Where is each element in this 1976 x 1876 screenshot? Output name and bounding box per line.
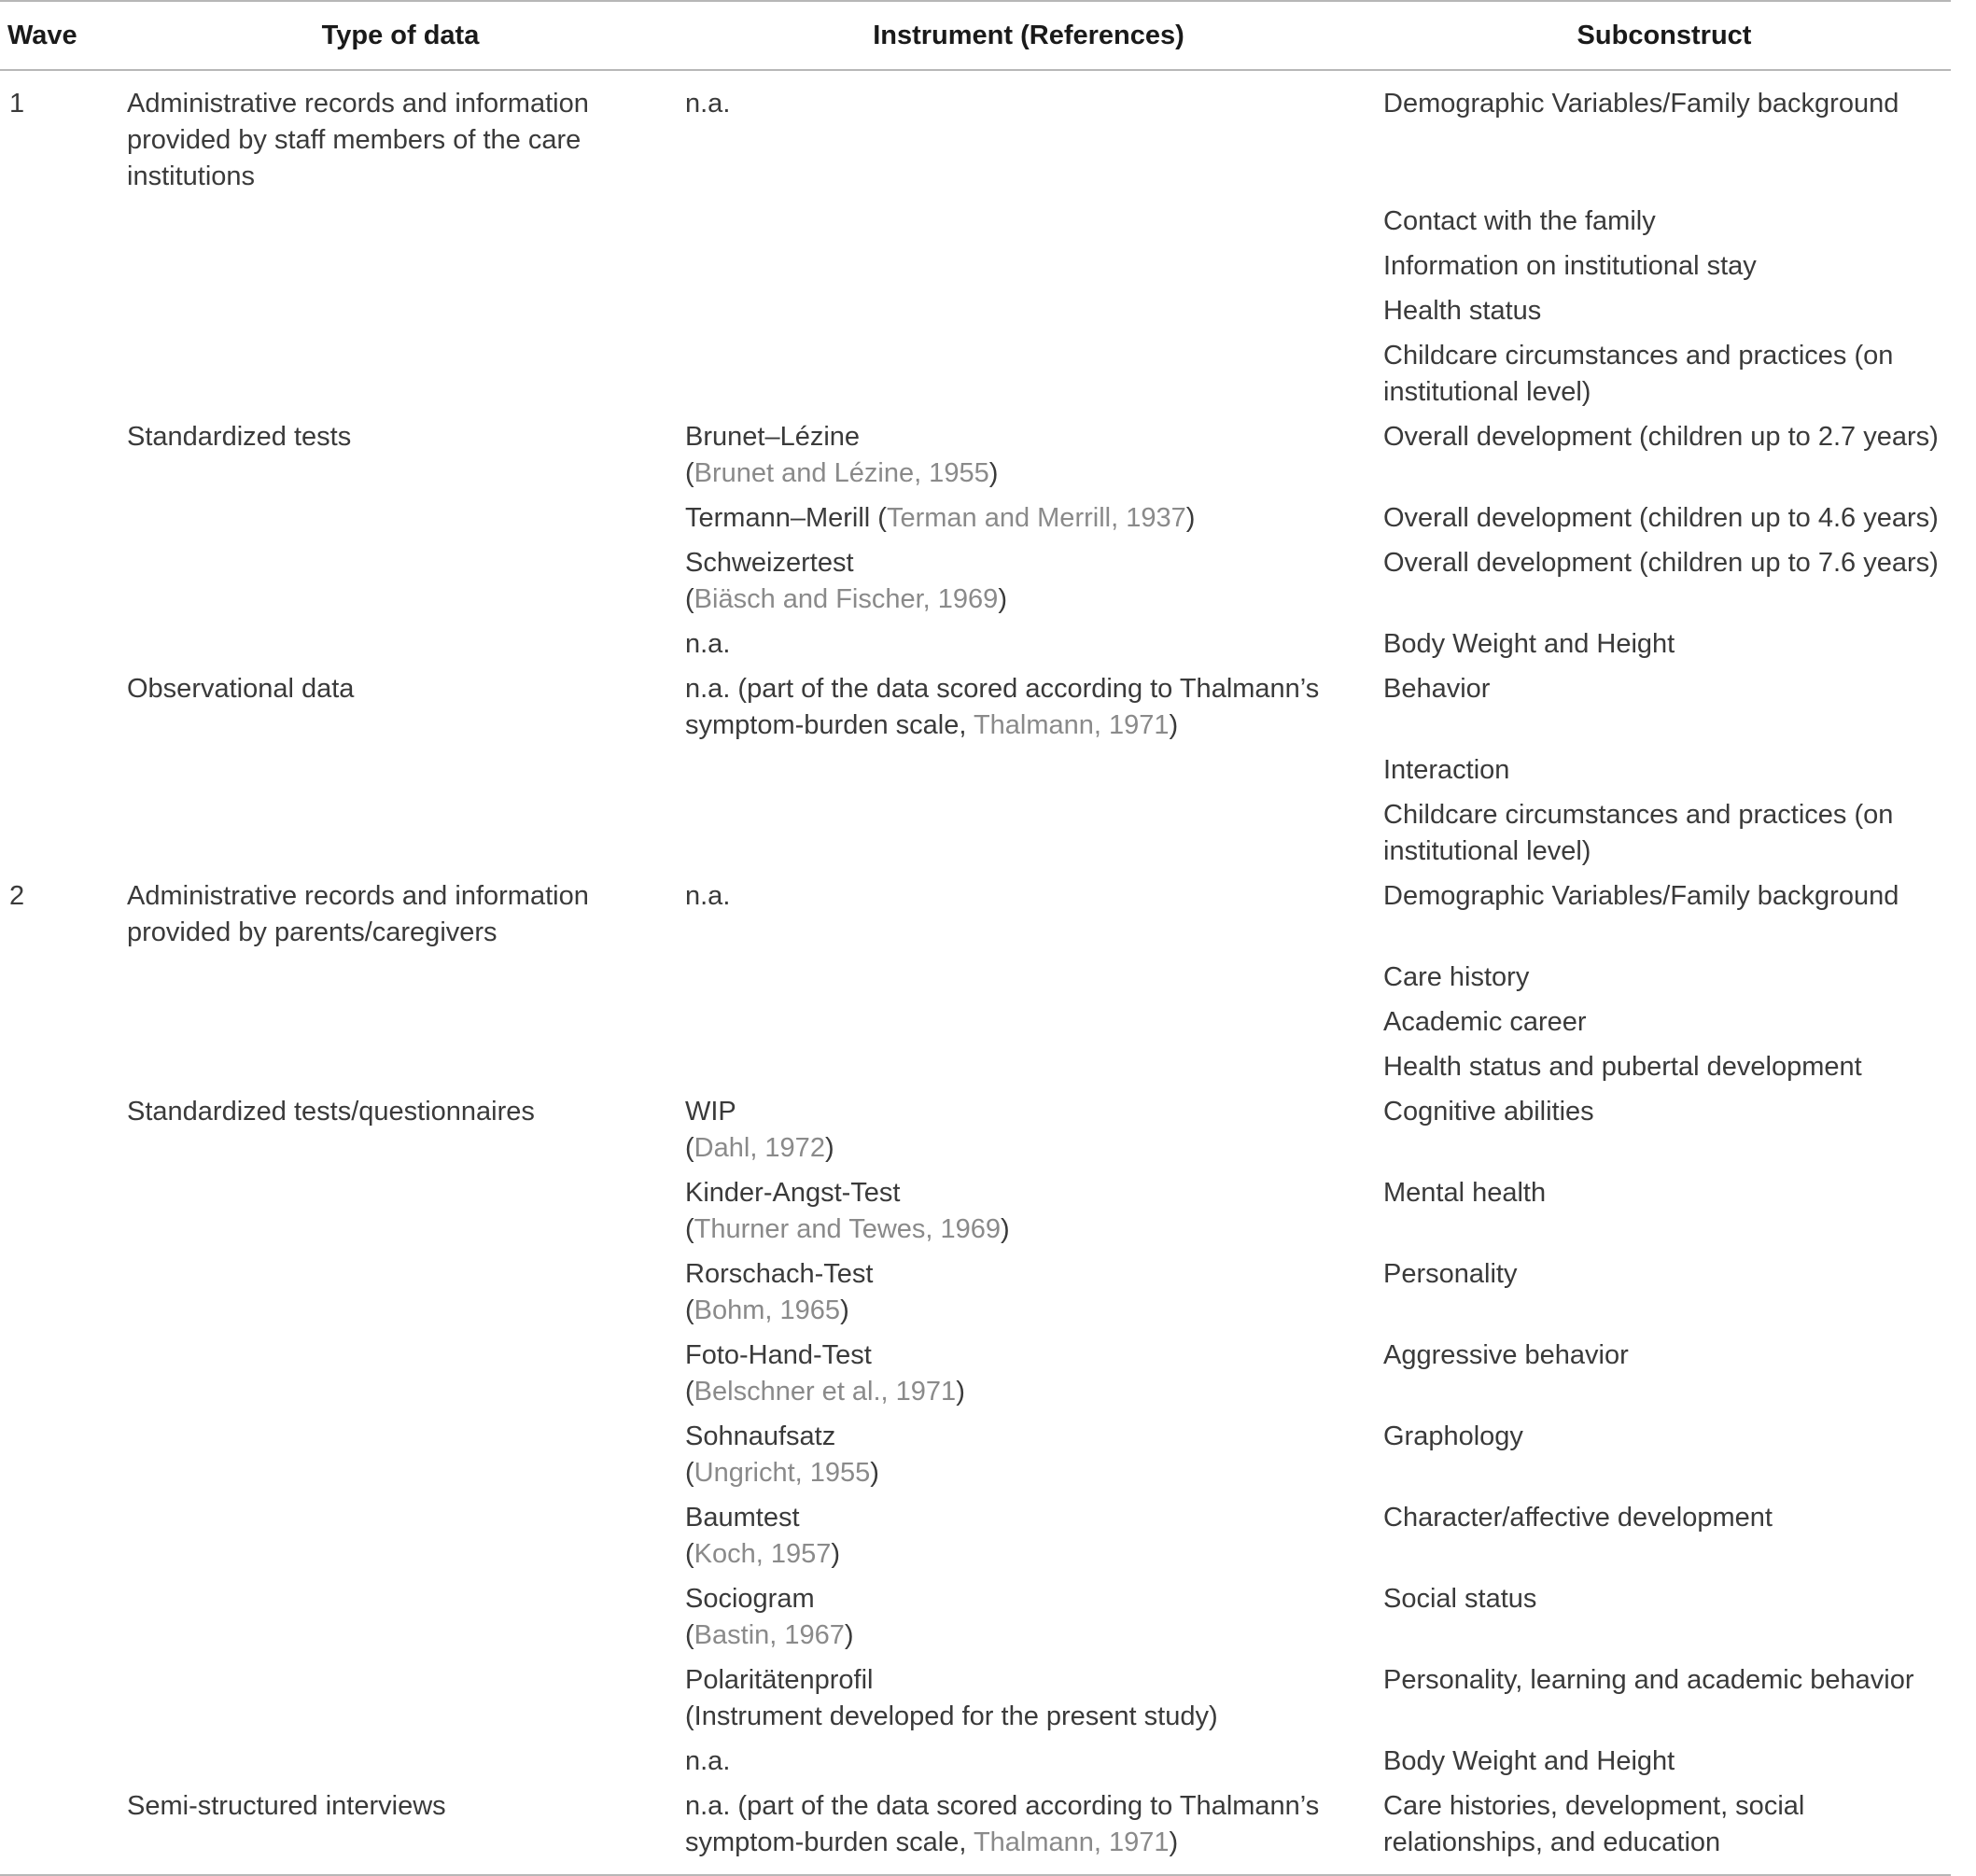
cell-instrument <box>680 288 1378 333</box>
cell-subconstruct: Care history <box>1383 962 1530 992</box>
cell-instrument <box>680 1044 1378 1089</box>
instrument-reference: Thalmann, 1971 <box>973 710 1170 740</box>
cell-type-of-data <box>121 748 680 792</box>
table-row <box>0 244 1951 288</box>
cell-wave <box>0 955 121 1000</box>
cell-wave <box>0 1333 121 1414</box>
instrument-name: Rorschach-Test <box>685 1259 874 1289</box>
cell-subconstruct: Overall development (children up to 4.6 years) <box>1383 503 1939 533</box>
instrument-name: Polaritätenprofil <box>685 1665 874 1695</box>
cell-instrument: Sociogram (Bastin, 1967) <box>685 1584 854 1650</box>
cell-wave <box>0 1495 121 1576</box>
cell-subconstruct: Aggressive behavior <box>1383 1340 1629 1370</box>
instrument-description: n.a. (part of the data scored according to Thalmann’s symptom-burden scale, <box>685 1791 1320 1857</box>
cell-instrument: Schweizertest (Biäsch and Fischer, 1969) <box>685 548 1007 614</box>
cell-instrument <box>680 244 1378 288</box>
instrument-reference: Dahl, 1972 <box>694 1133 825 1163</box>
cell-wave <box>0 1414 121 1495</box>
cell-wave <box>0 1252 121 1333</box>
cell-wave <box>0 1576 121 1658</box>
cell-wave: 1 <box>9 89 25 119</box>
instrument-name: Sohnaufsatz <box>685 1421 836 1451</box>
cell-instrument: n.a. (part of the data scored according to Thalmann’s symptom-burden scale, Thalmann, 1971) <box>685 1791 1320 1857</box>
header-subconstruct: Subconstruct <box>1577 20 1752 50</box>
instrument-name: Brunet–Lézine <box>685 422 861 452</box>
table-row <box>0 1658 1951 1739</box>
table-row <box>0 1000 1951 1044</box>
cell-type-of-data <box>121 1333 680 1414</box>
cell-wave <box>0 244 121 288</box>
cell-type-of-data <box>121 1000 680 1044</box>
cell-type-of-data <box>121 333 680 414</box>
cell-instrument: Brunet–Lézine (Brunet and Lézine, 1955) <box>685 422 999 488</box>
cell-type-of-data <box>121 1044 680 1089</box>
table-row <box>0 1170 1951 1252</box>
cell-instrument: n.a. <box>685 1746 731 1776</box>
cell-wave <box>0 1739 121 1784</box>
cell-type-of-data <box>121 1495 680 1576</box>
cell-wave <box>0 414 121 496</box>
cell-subconstruct: Academic career <box>1383 1007 1587 1037</box>
cell-wave <box>0 1000 121 1044</box>
cell-instrument: n.a. <box>685 629 731 659</box>
cell-type-of-data <box>121 792 680 874</box>
cell-subconstruct: Information on institutional stay <box>1383 251 1757 281</box>
table-row <box>0 955 1951 1000</box>
table-header <box>0 1 1951 70</box>
cell-wave <box>0 1784 121 1875</box>
table-body <box>0 70 1951 1875</box>
table-row <box>0 1495 1951 1576</box>
cell-instrument: Rorschach-Test (Bohm, 1965) <box>685 1259 874 1325</box>
cell-instrument: Sohnaufsatz (Ungricht, 1955) <box>685 1421 879 1488</box>
table-row <box>0 288 1951 333</box>
cell-subconstruct: Overall development (children up to 7.6 years) <box>1383 548 1939 578</box>
cell-wave: 2 <box>9 881 25 911</box>
instrument-reference: Bohm, 1965 <box>694 1295 841 1325</box>
cell-instrument <box>680 1658 1378 1739</box>
cell-type-of-data <box>121 199 680 244</box>
cell-wave <box>0 1044 121 1089</box>
instrument-name: Schweizertest <box>685 548 854 578</box>
header-instrument: Instrument (References) <box>873 20 1184 50</box>
cell-type-of-data <box>121 496 680 540</box>
cell-instrument <box>680 955 1378 1000</box>
cell-wave <box>0 1089 121 1170</box>
cell-wave <box>0 792 121 874</box>
cell-type-of-data <box>121 1252 680 1333</box>
cell-wave <box>0 496 121 540</box>
table-row <box>0 1784 1951 1875</box>
instrument-reference: Bastin, 1967 <box>694 1620 845 1650</box>
instrument-name: Baumtest <box>685 1503 800 1533</box>
cell-subconstruct: Character/affective development <box>1383 1503 1773 1533</box>
header-row <box>0 1 1951 70</box>
cell-instrument: n.a. <box>685 881 731 911</box>
instrument-reference: Biäsch and Fischer, 1969 <box>694 584 999 614</box>
instrument-name: WIP <box>685 1097 736 1127</box>
cell-subconstruct: Childcare circumstances and practices (on institutional level) <box>1383 341 1894 407</box>
table-row <box>0 1252 1951 1333</box>
instrument-name: Sociogram <box>685 1584 815 1614</box>
cell-instrument: n.a. (part of the data scored according to Thalmann’s symptom-burden scale, Thalmann, 1971) <box>685 674 1320 740</box>
cell-subconstruct: Overall development (children up to 2.7 years) <box>1383 422 1939 452</box>
table-row <box>0 496 1951 540</box>
cell-wave <box>0 288 121 333</box>
cell-instrument: Termann–Merill (Terman and Merrill, 1937) <box>685 503 1196 533</box>
cell-subconstruct: Body Weight and Height <box>1383 1746 1675 1776</box>
cell-wave <box>0 199 121 244</box>
cell-type-of-data: Observational data <box>127 674 355 704</box>
cell-type-of-data <box>121 1170 680 1252</box>
table-row <box>0 1333 1951 1414</box>
instrument-reference: Thurner and Tewes, 1969 <box>694 1214 1002 1244</box>
cell-type-of-data <box>121 955 680 1000</box>
cell-subconstruct: Mental health <box>1383 1178 1547 1208</box>
cell-wave <box>0 666 121 748</box>
cell-subconstruct: Personality, learning and academic behavior <box>1383 1665 1914 1695</box>
table-row <box>0 792 1951 874</box>
table-row <box>0 1414 1951 1495</box>
cell-instrument <box>680 748 1378 792</box>
cell-instrument <box>680 792 1378 874</box>
cell-subconstruct: Health status and pubertal development <box>1383 1052 1862 1082</box>
cell-subconstruct: Cognitive abilities <box>1383 1097 1594 1127</box>
cell-type-of-data <box>121 1414 680 1495</box>
header-type-of-data: Type of data <box>321 20 480 50</box>
cell-instrument <box>680 199 1378 244</box>
cell-type-of-data <box>121 1658 680 1739</box>
cell-subconstruct: Demographic Variables/Family background <box>1383 881 1899 911</box>
cell-subconstruct: Interaction <box>1383 755 1510 785</box>
cell-type-of-data: Standardized tests <box>127 422 352 452</box>
table-row <box>0 622 1951 666</box>
cell-type-of-data: Administrative records and information provided by staff members of the care institutions <box>127 89 589 191</box>
cell-wave <box>0 1170 121 1252</box>
cell-type-of-data <box>121 1576 680 1658</box>
cell-subconstruct: Personality <box>1383 1259 1518 1289</box>
cell-type-of-data <box>121 244 680 288</box>
cell-wave <box>0 1658 121 1739</box>
cell-instrument: n.a. <box>685 89 731 119</box>
instrument-reference: Brunet and Lézine, 1955 <box>694 458 989 488</box>
cell-subconstruct: Graphology <box>1383 1421 1523 1451</box>
cell-subconstruct: Contact with the family <box>1383 206 1656 236</box>
cell-wave <box>0 333 121 414</box>
cell-subconstruct: Care histories, development, social relationships, and education <box>1383 1791 1805 1857</box>
instrument-note: (Instrument developed for the present study) <box>685 1701 1218 1731</box>
table-row <box>0 748 1951 792</box>
cell-instrument: Kinder-Angst-Test (Thurner and Tewes, 1969) <box>685 1178 1010 1244</box>
table-row <box>0 1044 1951 1089</box>
table-row <box>0 333 1951 414</box>
instrument-name: Kinder-Angst-Test <box>685 1178 901 1208</box>
table-row <box>0 540 1951 622</box>
cell-subconstruct: Behavior <box>1383 674 1491 704</box>
table-row <box>0 70 1951 199</box>
cell-subconstruct: Social status <box>1383 1584 1537 1614</box>
cell-type-of-data <box>121 1739 680 1784</box>
cell-type-of-data <box>121 288 680 333</box>
table-row <box>0 199 1951 244</box>
cell-instrument: WIP (Dahl, 1972) <box>685 1097 834 1163</box>
instrument-reference: Terman and Merrill, 1937 <box>886 503 1186 533</box>
cell-type-of-data <box>121 540 680 622</box>
table-row <box>0 1089 1951 1170</box>
cell-subconstruct: Body Weight and Height <box>1383 629 1675 659</box>
cell-instrument <box>680 333 1378 414</box>
instrument-reference: Ungricht, 1955 <box>694 1458 871 1488</box>
table-row <box>0 1576 1951 1658</box>
cell-wave <box>0 540 121 622</box>
cell-wave <box>0 748 121 792</box>
cell-type-of-data: Semi-structured interviews <box>127 1791 446 1821</box>
header-wave: Wave <box>7 20 77 50</box>
table-row <box>0 414 1951 496</box>
cell-type-of-data: Administrative records and information provided by parents/caregivers <box>127 881 589 947</box>
cell-instrument: Foto-Hand-Test (Belschner et al., 1971) <box>685 1340 965 1407</box>
instrument-reference: Belschner et al., 1971 <box>694 1377 957 1407</box>
cell-type-of-data: Standardized tests/questionnaires <box>127 1097 535 1127</box>
cell-wave <box>0 622 121 666</box>
instrument-name: Foto-Hand-Test <box>685 1340 872 1370</box>
instrument-reference: Koch, 1957 <box>694 1539 832 1569</box>
table-row <box>0 874 1951 955</box>
instrument-description: n.a. (part of the data scored according to Thalmann’s symptom-burden scale, <box>685 674 1320 740</box>
cell-instrument <box>680 1000 1378 1044</box>
cell-subconstruct: Health status <box>1383 296 1542 326</box>
instrument-name: Termann–Merill <box>685 503 871 533</box>
cell-subconstruct: Childcare circumstances and practices (on institutional level) <box>1383 800 1894 866</box>
cell-type-of-data <box>121 622 680 666</box>
table-row <box>0 1739 1951 1784</box>
table-row <box>0 666 1951 748</box>
cell-instrument: Baumtest (Koch, 1957) <box>685 1503 841 1569</box>
instrument-reference: Thalmann, 1971 <box>973 1827 1170 1857</box>
cell-subconstruct: Demographic Variables/Family background <box>1383 89 1899 119</box>
